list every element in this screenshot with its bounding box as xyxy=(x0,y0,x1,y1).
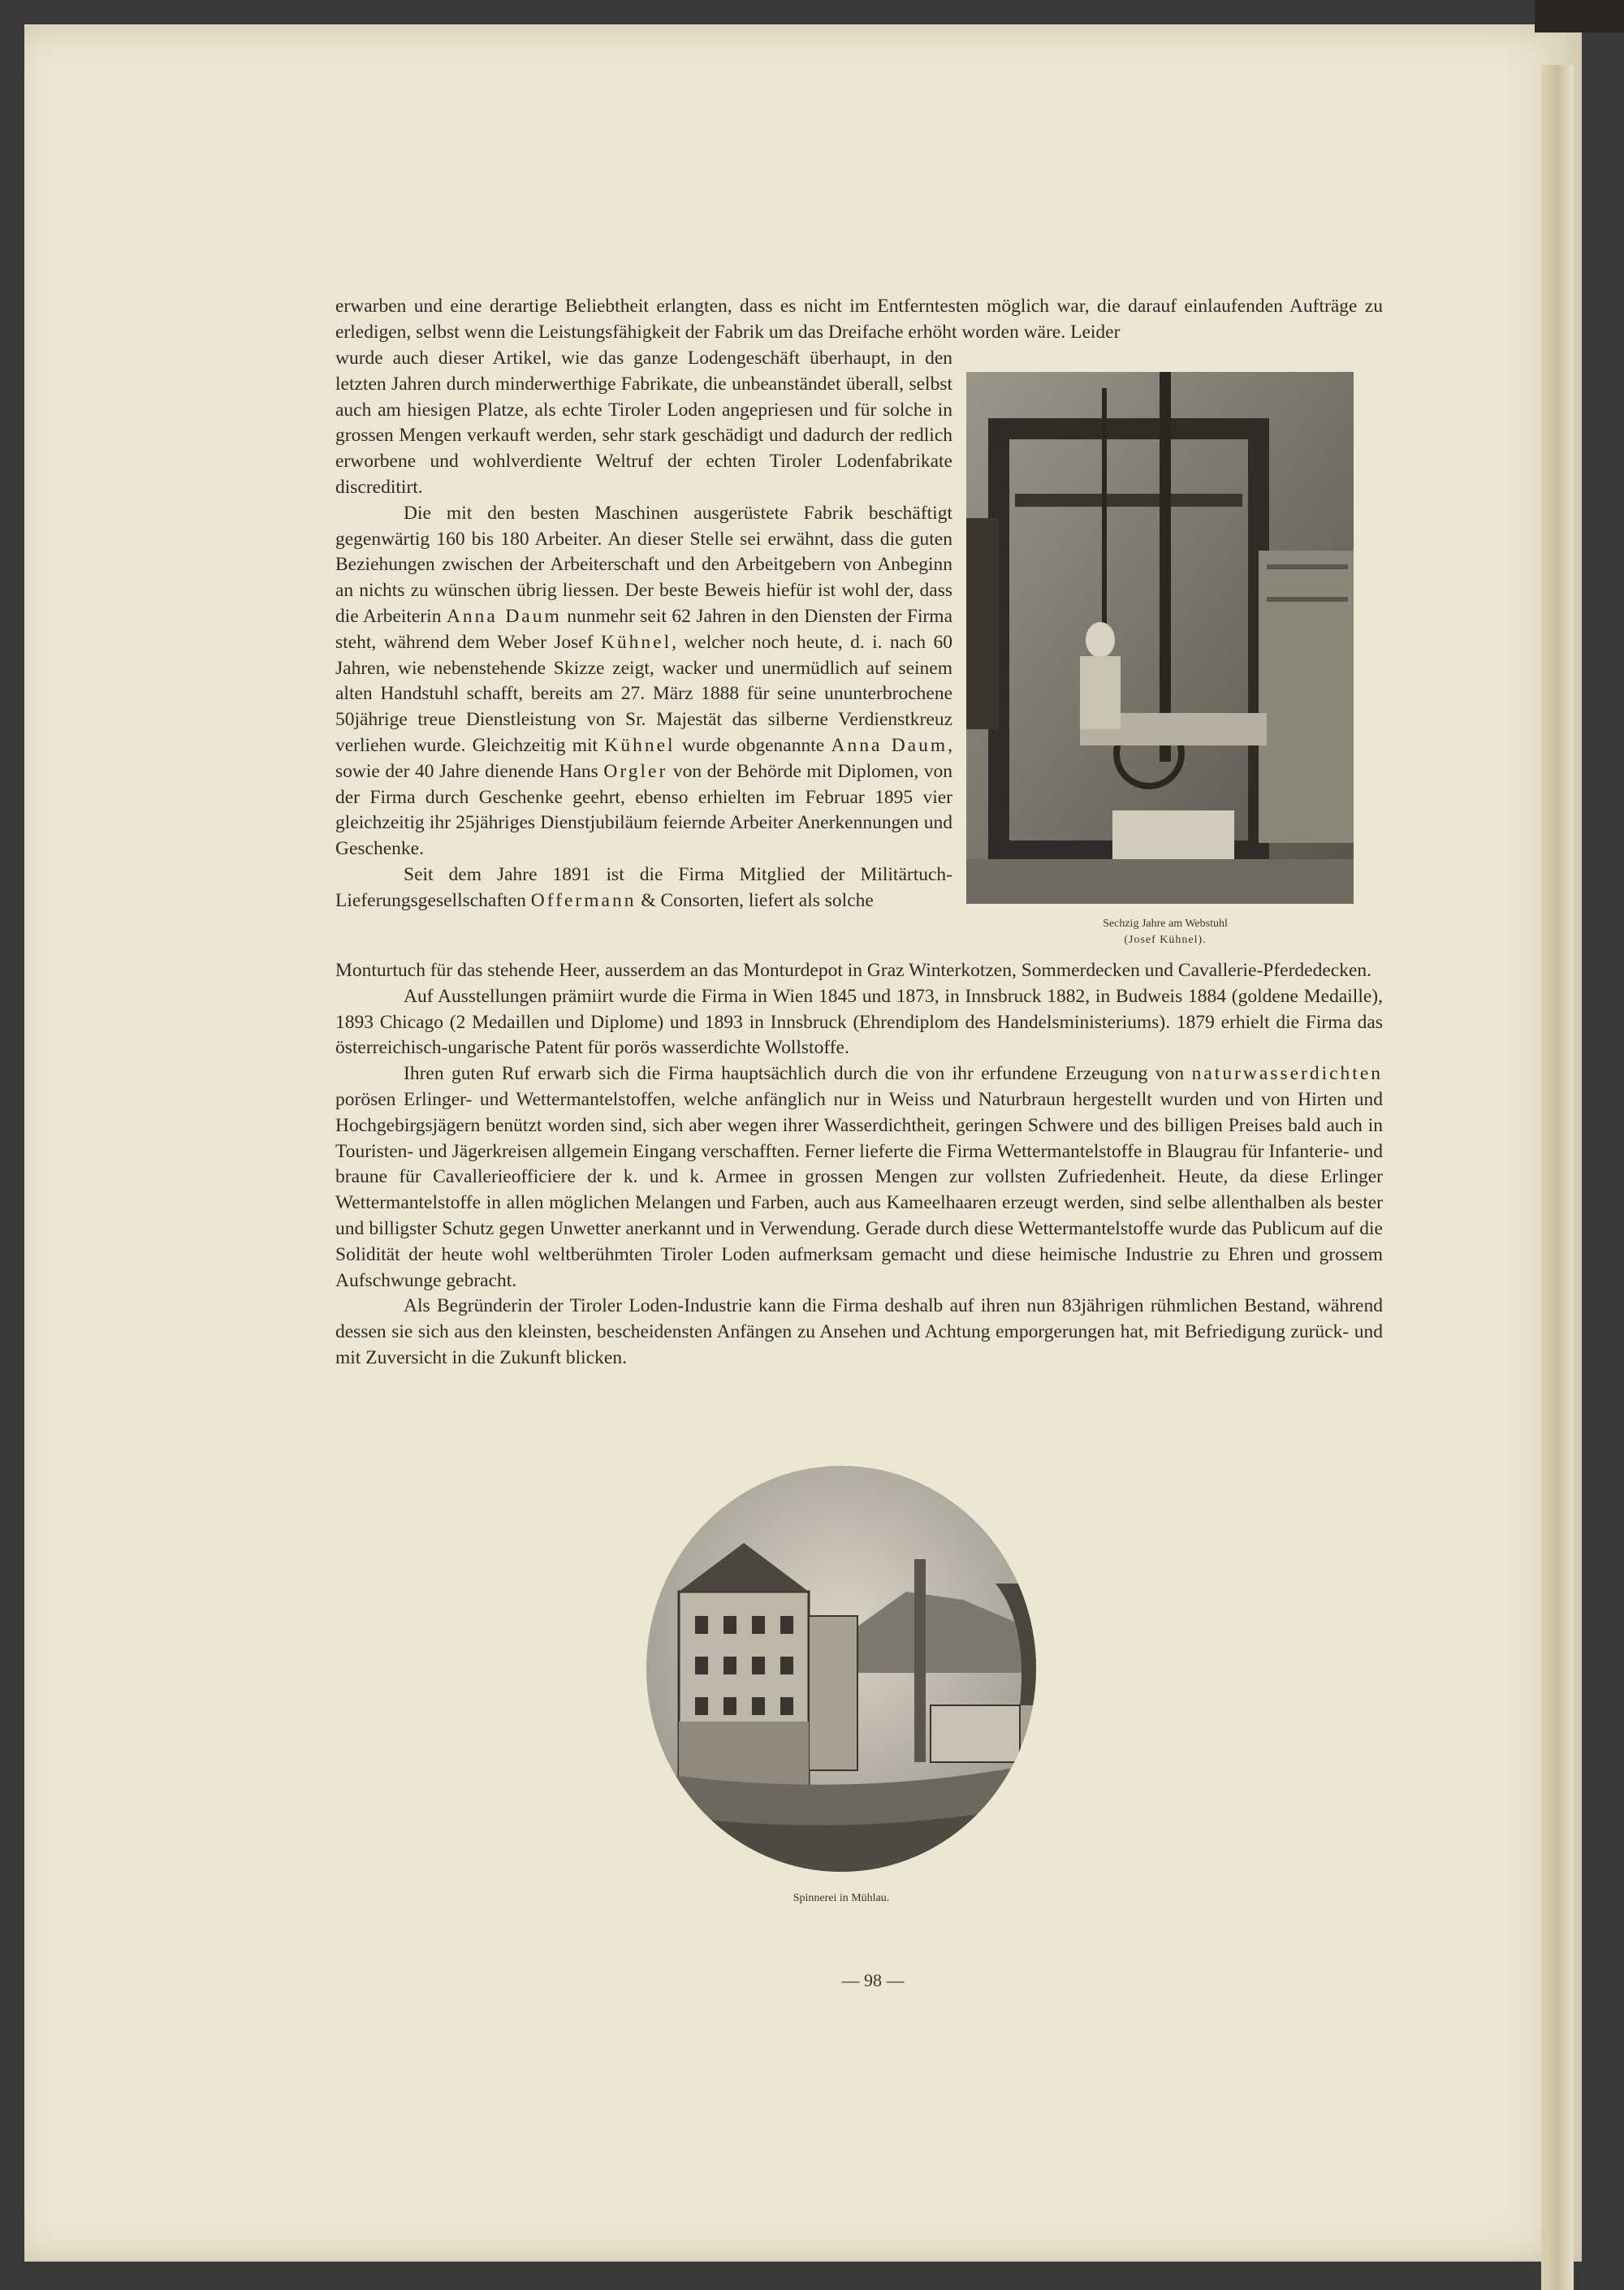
name-anna-daum-2: Anna Daum xyxy=(831,734,948,756)
name-offermann: Offermann xyxy=(530,889,637,911)
paragraph-3-start xyxy=(335,862,952,914)
mill-caption: Spinnerei in Mühlau. xyxy=(793,1892,890,1904)
paragraph-3-rest: Monturtuch für das stehende Heer, ausserdem an das Monturdepot in Graz Winterkotzen, Sommerdecken und Cavallerie-Pferdedecken. xyxy=(335,960,1372,981)
mill-vignette xyxy=(638,1462,1044,1884)
p5-a: Ihren guten Ruf erwarb sich die Firma hauptsächlich durch die von ihr erfundene Erzeugung von xyxy=(404,1063,1185,1085)
full-width-body xyxy=(335,958,1383,1372)
name-anna-daum: Anna Daum xyxy=(446,605,562,627)
paragraph-4: Auf Ausstellungen prämiirt wurde die Firma in Wien 1845 und 1873, in Innsbruck 1882, in Budweis 1884 (goldene Medaille), 1893 Chicago (2 Medaillen und Diplome) und 1893 in Innsbruck (Ehrendiplom des Handelsministeriums). 1879 erhielt die Firma das österreichisch-ungarische Patent für porös wasserdichte Wollstoffe. xyxy=(335,985,1383,1059)
p3-end: & Consorten, liefert als solche xyxy=(641,889,874,911)
paragraph-1: wurde auch dieser Artikel, wie das ganze Lodengeschäft überhaupt, in den letzten Jahren durch minderwerthige Fabrikate, die unbeanständet überall, selbst auch am hiesigen Platze, als echte Tiroler Loden angepriesen und für solche in grossen Mengen verkauft werden, sehr stark geschädigt und dadurch der redlich erworbene und wohlverdiente Weltruf der echten Tiroler Lodenfabrikate discreditirt. xyxy=(335,348,952,498)
p2-e: , sowie der 40 Jahre dienende Hans xyxy=(335,734,952,782)
name-kuehnel: Kühnel xyxy=(600,631,672,653)
paragraph-6: Als Begründerin der Tiroler Loden-Industrie kann die Firma deshalb auf ihren nun 83jährigen rühmlichen Bestand, während dessen sie sich aus den kleinsten, bescheidensten Anfängen zu Ansehen und Achtung emporgerungen hat, mit Befriedigung zurück- und mit Zuversicht in die Zukunft blicken. xyxy=(335,1295,1383,1368)
binding-corner xyxy=(1535,0,1624,32)
book-spine xyxy=(1541,65,1574,2290)
paragraph-intro-text: erwarben und eine derartige Beliebtheit erlangten, dass es nicht im Entferntesten möglich war, die darauf einlaufenden Aufträge zu erledigen, selbst wenn die Leistungsfähigkeit der Fabrik um das Dreifache erhöht worden wäre. Leider xyxy=(335,296,1383,343)
page-number: — 98 — xyxy=(841,1970,905,1990)
p3-start: Seit dem Jahre 1891 ist die Firma Mitglied der Militärtuch-Lieferungsgesellschaften xyxy=(335,863,952,911)
p2-f: von der Behörde mit Diplomen, von der Firma durch Geschenke geehrt, ebenso erhielten im Februar 1895 vier gleichzeitig ihr 25jähriges Dienstjubiläum feiernde Arbeiter Anerkennungen und Geschenke. xyxy=(335,760,953,860)
name-kuehnel-2: Kühnel xyxy=(604,734,676,756)
p2-d: wurde obgenannte xyxy=(681,734,825,756)
left-column xyxy=(335,346,952,914)
paragraph-5 xyxy=(335,1061,1383,1294)
p2-b: nunmehr seit 62 Jahren in den Diensten der Firma steht, während dem Weber Josef xyxy=(335,605,953,653)
book-page xyxy=(24,24,1582,2262)
p5-b: porösen Erlinger- und Wettermantelstoffen, welche anfänglich nur in Weiss und Naturbraun hergestellt wurden und von Hirten und Hochgebirgsjägern benützt worden sind, sich aber wegen ihrer Wasserdichtheit, geringen Schwere und des billigen Preises bald auch in Touristen- und Jägerkreisen allgemein Eingang verschafften. Ferner lieferte die Firma Wettermantelstoffe in Blaugrau für Infanterie- und braune für Cavallerieofficiere der k. und k. Armee in grossen Mengen zur vollsten Zufriedenheit. Heute, da diese Erlinger Wettermantelstoffe in allen möglichen Melangen und Farben, auch aus Kameelhaaren erzeugt werden, sind selbe allenthalben als bester und billigster Schutz gegen Unwetter anerkannt und in Verwendung. Gerade durch diese Wettermantelstoffe wurde das Publicum auf die Solidität der heute wohl weltberühmten Tiroler Loden aufmerksam gemacht und diese heimische Industrie zu Ehren und grossem Aufschwunge gebracht. xyxy=(335,1088,1383,1291)
paragraph-intro xyxy=(335,294,1383,346)
loom-illustration xyxy=(966,372,1354,904)
paragraph-2 xyxy=(335,501,952,862)
name-orgler: Orgler xyxy=(603,760,668,782)
p2-a: Die mit den besten Maschinen ausgerüstete Fabrik beschäftigt gegenwärtig 160 bis 180 Arbeiter. An dieser Stelle sei erwähnt, dass die guten Beziehungen zwischen der Arbeiterschaft und den Arbeitgebern von Anbeginn an nichts zu wünschen übrig liessen. Der beste Beweis hiefür ist wohl der, dass die Arbeiterin xyxy=(335,502,952,627)
p2-c: , welcher noch heute, d. i. nach 60 Jahren, wie nebenstehende Skizze zeigt, wacker und unermüdlich auf seinem alten Handstuhl schafft, bereits am 27. März 1888 für seine ununterbrochene 50jährige treue Dienstleistung von Sr. Majestät das silberne Verdienstkreuz verliehen wurde. Gleichzeitig mit xyxy=(335,631,953,756)
p5-spaced: naturwasserdichten xyxy=(1191,1063,1384,1085)
loom-caption-line-2: (Josef Kühnel). xyxy=(1124,934,1207,946)
loom-caption-line-1: Sechzig Jahre am Webstuhl xyxy=(1103,918,1228,930)
loom-caption xyxy=(1043,916,1287,948)
